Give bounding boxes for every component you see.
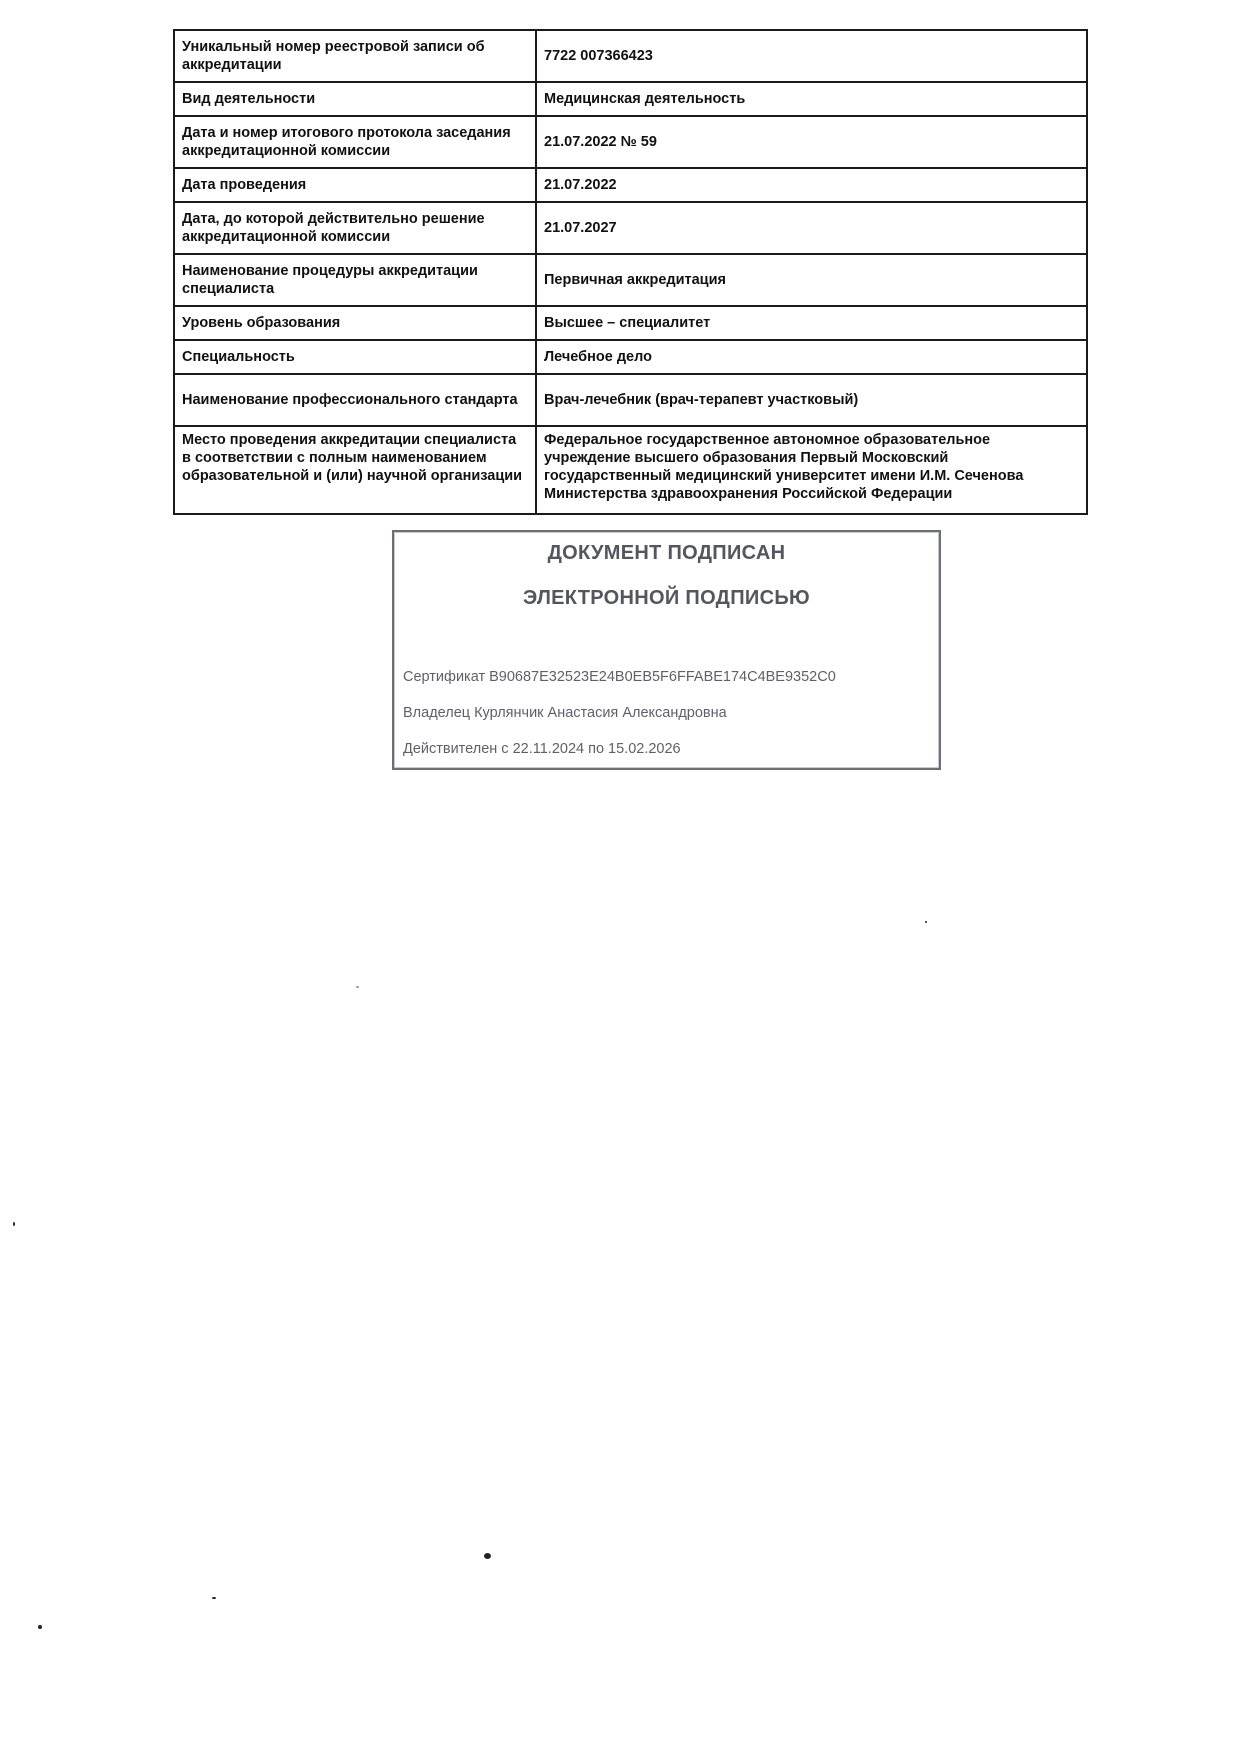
scan-speck [38, 1625, 42, 1629]
stamp-title-line2: ЭЛЕКТРОННОЙ ПОДПИСЬЮ [523, 587, 810, 609]
row-label: Дата и номер итогового протокола заседания аккредитационной комиссии [174, 116, 536, 168]
stamp-owner: Владелец Курлянчик Анастасия Александровна [403, 705, 727, 721]
table-row [174, 82, 1087, 116]
row-value: 21.07.2022 № 59 [536, 116, 1087, 168]
row-value: Первичная аккредитация [536, 254, 1087, 306]
table-row [174, 30, 1087, 82]
row-value: Медицинская деятельность [536, 82, 1087, 116]
row-value: 21.07.2022 [536, 168, 1087, 202]
table-row [174, 340, 1087, 374]
table-row [174, 202, 1087, 254]
scan-speck [925, 921, 927, 923]
table-row [174, 254, 1087, 306]
table-row [174, 168, 1087, 202]
row-value: Федеральное государственное автономное образовательное учреждение высшего образования Первый Московский государственный медицинский университет имени И.М. Сеченова Министерства здравоохранения Российской Федерации [536, 426, 1087, 514]
table-row [174, 116, 1087, 168]
row-value: Высшее – специалитет [536, 306, 1087, 340]
row-label: Специальность [174, 340, 536, 374]
row-label: Наименование профессионального стандарта [174, 374, 536, 426]
table-row [174, 306, 1087, 340]
stamp-title-line1: ДОКУМЕНТ ПОДПИСАН [547, 542, 786, 564]
row-value: Врач-лечебник (врач-терапевт участковый) [536, 374, 1087, 426]
row-value: 7722 007366423 [536, 30, 1087, 82]
scan-speck [484, 1553, 491, 1559]
row-value: Лечебное дело [536, 340, 1087, 374]
row-label: Наименование процедуры аккредитации специалиста [174, 254, 536, 306]
stamp-certificate: Сертификат B90687E32523E24B0EB5F6FFABE174C4BE9352C0 [403, 669, 836, 685]
table-row [174, 374, 1087, 426]
scan-speck [356, 986, 359, 988]
electronic-signature-stamp [392, 530, 941, 770]
row-label: Вид деятельности [174, 82, 536, 116]
row-value: 21.07.2027 [536, 202, 1087, 254]
row-label: Уровень образования [174, 306, 536, 340]
row-label: Уникальный номер реестровой записи об аккредитации [174, 30, 536, 82]
scan-speck [212, 1597, 216, 1599]
table-row [174, 426, 1087, 514]
accreditation-table [173, 29, 1088, 515]
stamp-validity: Действителен с 22.11.2024 по 15.02.2026 [403, 741, 681, 757]
scan-speck [13, 1222, 15, 1226]
row-label: Дата проведения [174, 168, 536, 202]
row-label: Дата, до которой действительно решение аккредитационной комиссии [174, 202, 536, 254]
row-label: Место проведения аккредитации специалиста в соответствии с полным наименованием образовательной и (или) научной организации [174, 426, 536, 514]
